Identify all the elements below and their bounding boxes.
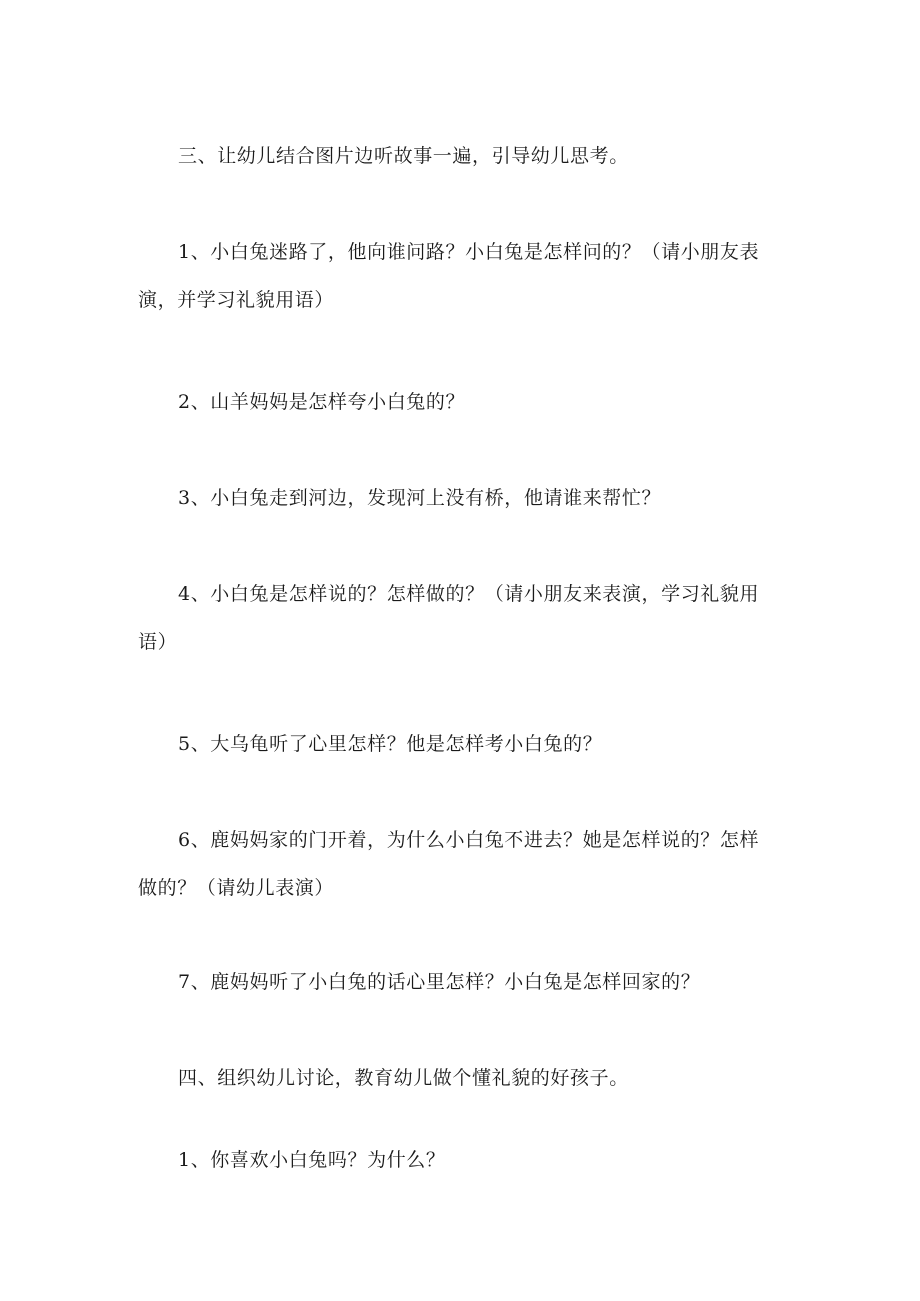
paragraph-line: 1、你喜欢小白兔吗？为什么？ (178, 1149, 446, 1171)
section-heading-three (138, 132, 778, 180)
paragraph-line: 3、小白兔走到河边，发现河上没有桥，他请谁来帮忙？ (178, 487, 662, 509)
paragraph-line: 四、组织幼儿讨论，教育幼儿做个懂礼貌的好孩子。 (178, 1067, 629, 1089)
question-item-5 (138, 720, 778, 768)
discussion-item-1 (138, 1136, 778, 1184)
question-item-4 (138, 570, 778, 666)
paragraph-line: 4、小白兔是怎样说的？怎样做的？（请小朋友来表演，学习礼貌用 (178, 583, 760, 605)
question-item-6 (138, 816, 778, 912)
paragraph-line: 三、让幼儿结合图片边听故事一遍，引导幼儿思考。 (178, 145, 629, 167)
paragraph-line: 5、大乌龟听了心里怎样？他是怎样考小白兔的？ (178, 733, 603, 755)
section-heading-four (138, 1054, 778, 1102)
paragraph-line: 1、小白兔迷路了，他向谁问路？小白兔是怎样问的？（请小朋友表 (178, 241, 760, 263)
paragraph-line: 7、鹿妈妈听了小白兔的话心里怎样？小白兔是怎样回家的？ (178, 971, 701, 993)
question-item-3 (138, 474, 778, 522)
question-item-1 (138, 228, 778, 324)
paragraph-line: 语） (138, 631, 178, 653)
paragraph-line: 演，并学习礼貌用语） (138, 289, 335, 311)
question-item-7 (138, 958, 778, 1006)
question-item-2 (138, 378, 778, 426)
paragraph-line: 6、鹿妈妈家的门开着，为什么小白兔不进去？她是怎样说的？怎样 (178, 829, 760, 851)
paragraph-line: 做的？（请幼儿表演） (138, 877, 335, 899)
paragraph-line: 2、山羊妈妈是怎样夸小白兔的？ (178, 391, 466, 413)
